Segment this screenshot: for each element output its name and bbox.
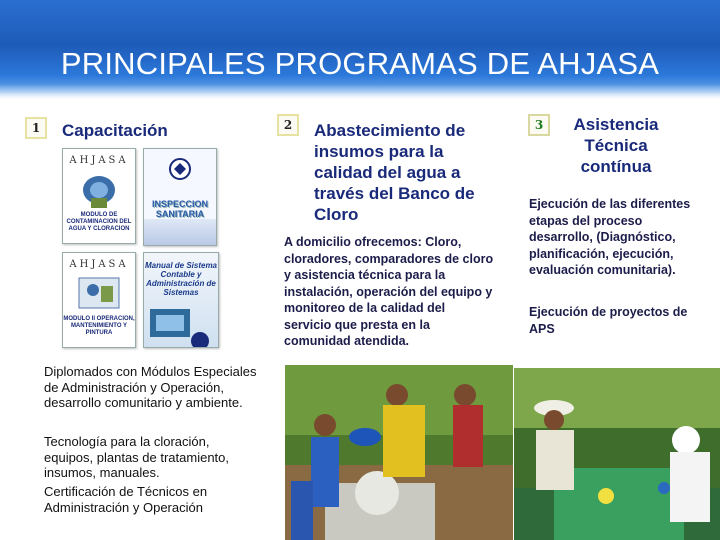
col1-paragraph-3: Certificación de Técnicos en Administración y Operación xyxy=(44,484,208,515)
col2-body: A domicilio ofrecemos: Cloro, cloradores, comparadores de cloro y asistencia técnica para la instalación, operación del equipo y monitoreo de la calidad del servicio que presta en la comunidad atendida. xyxy=(284,235,494,348)
cover-3 xyxy=(62,252,136,348)
col1-paragraph-2: Tecnología para la cloración, equipos, plantas de tratamiento, insumos, manuales. xyxy=(44,434,230,480)
cover-4-title: Manual de Sistema Contable y Administración de Sistemas xyxy=(144,261,218,297)
col2-title: Abastecimiento de insumos para la calidad del agua a través del Banco de Cloro xyxy=(314,121,475,224)
cover-2-footer xyxy=(144,219,217,245)
col1-paragraph-1: Diplomados con Módulos Especiales de Administración y Operación, desarrollo comunitario y ambiente. xyxy=(44,364,257,410)
number-badge-3: 3 xyxy=(528,114,550,136)
number-badge-1: 1 xyxy=(25,117,47,139)
cover-2 xyxy=(143,148,217,246)
number-badge-2: 2 xyxy=(277,114,299,136)
page-title: PRINCIPALES PROGRAMAS DE AHJASA xyxy=(60,46,660,81)
installation-photo-icon xyxy=(285,365,513,540)
cover-1-illustration-icon xyxy=(63,168,135,212)
cover-1-title: MODULO DE CONTAMINACION DEL AGUA Y CLORACION xyxy=(66,212,132,232)
cover-3-title: MODULO II OPERACION, MANTENIMIENTO Y PINTURA xyxy=(63,316,135,336)
cover-1 xyxy=(62,148,136,244)
cover-2-title: INSPECCION SANITARIA xyxy=(151,199,208,219)
cover-4-illustration-icon xyxy=(144,303,218,348)
header-band xyxy=(0,0,720,100)
installation-photo xyxy=(285,365,513,540)
header-glow xyxy=(0,84,720,100)
cover-3-logo: AHJASA xyxy=(69,259,129,270)
cover-4 xyxy=(143,252,219,348)
col3-title: Asistencia Técnica contínua xyxy=(573,115,659,176)
water-test-photo-icon xyxy=(514,368,720,540)
cover-1-logo: AHJASA xyxy=(69,155,129,166)
cover-2-logo-icon xyxy=(144,155,216,185)
col3-paragraph-2: Ejecución de proyectos de APS xyxy=(529,305,688,336)
col3-paragraph-1: Ejecución de las diferentes etapas del proceso desarrollo, (Diagnóstico, planificación, ejecución, evaluación comunitaria). xyxy=(529,197,691,277)
water-test-photo xyxy=(514,368,720,540)
col1-title: Capacitación xyxy=(62,121,168,140)
cover-3-illustration-icon xyxy=(63,272,135,316)
